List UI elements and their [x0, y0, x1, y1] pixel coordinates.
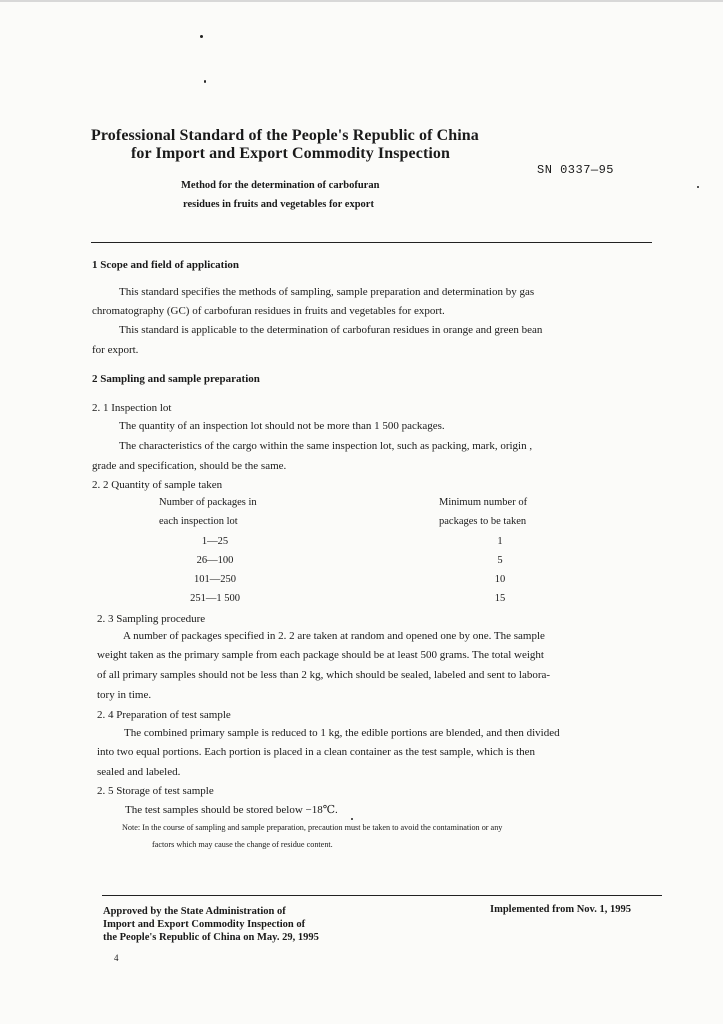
approval-line-3: the People's Republic of China on May. 29, 1995 [103, 932, 319, 943]
table-cell-lot: 1—25 [201, 536, 229, 547]
scan-speck [697, 186, 699, 188]
page-number: 4 [114, 953, 119, 963]
subtitle-line-1: Method for the determination of carbofuran [181, 180, 380, 191]
s1-paragraph-2-line-1: This standard is applicable to the determination of carbofuran residues in orange and green bean [119, 324, 543, 336]
table-cell-lot: 251—1 500 [190, 593, 240, 604]
section-2-4-heading: 2. 4 Preparation of test sample [97, 709, 231, 721]
section-1-heading: 1 Scope and field of application [92, 259, 239, 271]
table-col2-header-line-1: Minimum number of [439, 497, 528, 508]
s24-line-3: sealed and labeled. [97, 766, 181, 778]
note-line-2: factors which may cause the change of residue content. [152, 840, 333, 849]
subtitle-line-2: residues in fruits and vegetables for export [183, 199, 374, 210]
scan-speck [351, 818, 353, 820]
note-line-1: Note: In the course of sampling and sample preparation, precaution must be taken to avoid the contamination or any [122, 823, 503, 832]
implementation-date: Implemented from Nov. 1, 1995 [490, 904, 631, 915]
scan-edge [0, 0, 723, 2]
approval-line-2: Import and Export Commodity Inspection of [103, 919, 306, 930]
title-line-2: for Import and Export Commodity Inspection [131, 145, 451, 162]
approval-line-1: Approved by the State Administration of [103, 906, 286, 917]
s21-paragraph-2-line-1: The characteristics of the cargo within the same inspection lot, such as packing, mark, origin , [119, 440, 533, 452]
s24-line-1: The combined primary sample is reduced to 1 kg, the edible portions are blended, and then divided [124, 727, 560, 739]
s23-line-1: A number of packages specified in 2. 2 are taken at random and opened one by one. The sample [123, 630, 545, 642]
table-cell-taken: 5 [497, 555, 503, 566]
s23-line-3: of all primary samples should not be less than 2 kg, which should be sealed, labeled and sent to labora- [97, 669, 551, 681]
title-line-1: Professional Standard of the People's Republic of China [91, 127, 479, 144]
table-col1-header-line-2: each inspection lot [159, 516, 238, 527]
s21-paragraph-1: The quantity of an inspection lot should not be more than 1 500 packages. [119, 420, 445, 432]
s24-line-2: into two equal portions. Each portion is placed in a clean container as the test sample, which is then [97, 746, 536, 758]
section-2-2-heading: 2. 2 Quantity of sample taken [92, 479, 223, 491]
s21-paragraph-2-line-2: grade and specification, should be the same. [92, 460, 287, 472]
header-rule [91, 242, 652, 243]
table-col1-header-line-1: Number of packages in [159, 497, 257, 508]
table-cell-taken: 1 [497, 536, 503, 547]
table-cell-lot: 101—250 [194, 574, 236, 585]
standard-code: SN 0337—95 [537, 163, 615, 177]
s1-paragraph-1-line-2: chromatography (GC) of carbofuran residues in fruits and vegetables for export. [92, 305, 445, 317]
section-2-1-heading: 2. 1 Inspection lot [92, 402, 172, 414]
table-cell-lot: 26—100 [196, 555, 234, 566]
scan-speck [200, 35, 203, 38]
table-cell-taken: 15 [494, 593, 506, 604]
table-col2-header-line-2: packages to be taken [439, 516, 527, 527]
s25-line-1: The test samples should be stored below −18℃. [125, 804, 338, 816]
s1-paragraph-2-line-2: for export. [92, 344, 139, 356]
scan-speck [204, 80, 206, 83]
section-2-3-heading: 2. 3 Sampling procedure [97, 613, 206, 625]
s23-line-2: weight taken as the primary sample from each package should be at least 500 grams. The total weight [97, 649, 544, 661]
section-2-5-heading: 2. 5 Storage of test sample [97, 785, 214, 797]
s23-line-4: tory in time. [97, 689, 152, 701]
s1-paragraph-1-line-1: This standard specifies the methods of sampling, sample preparation and determination by gas [119, 286, 535, 298]
footer-rule [102, 895, 662, 896]
section-2-heading: 2 Sampling and sample preparation [92, 373, 260, 385]
table-cell-taken: 10 [494, 574, 506, 585]
